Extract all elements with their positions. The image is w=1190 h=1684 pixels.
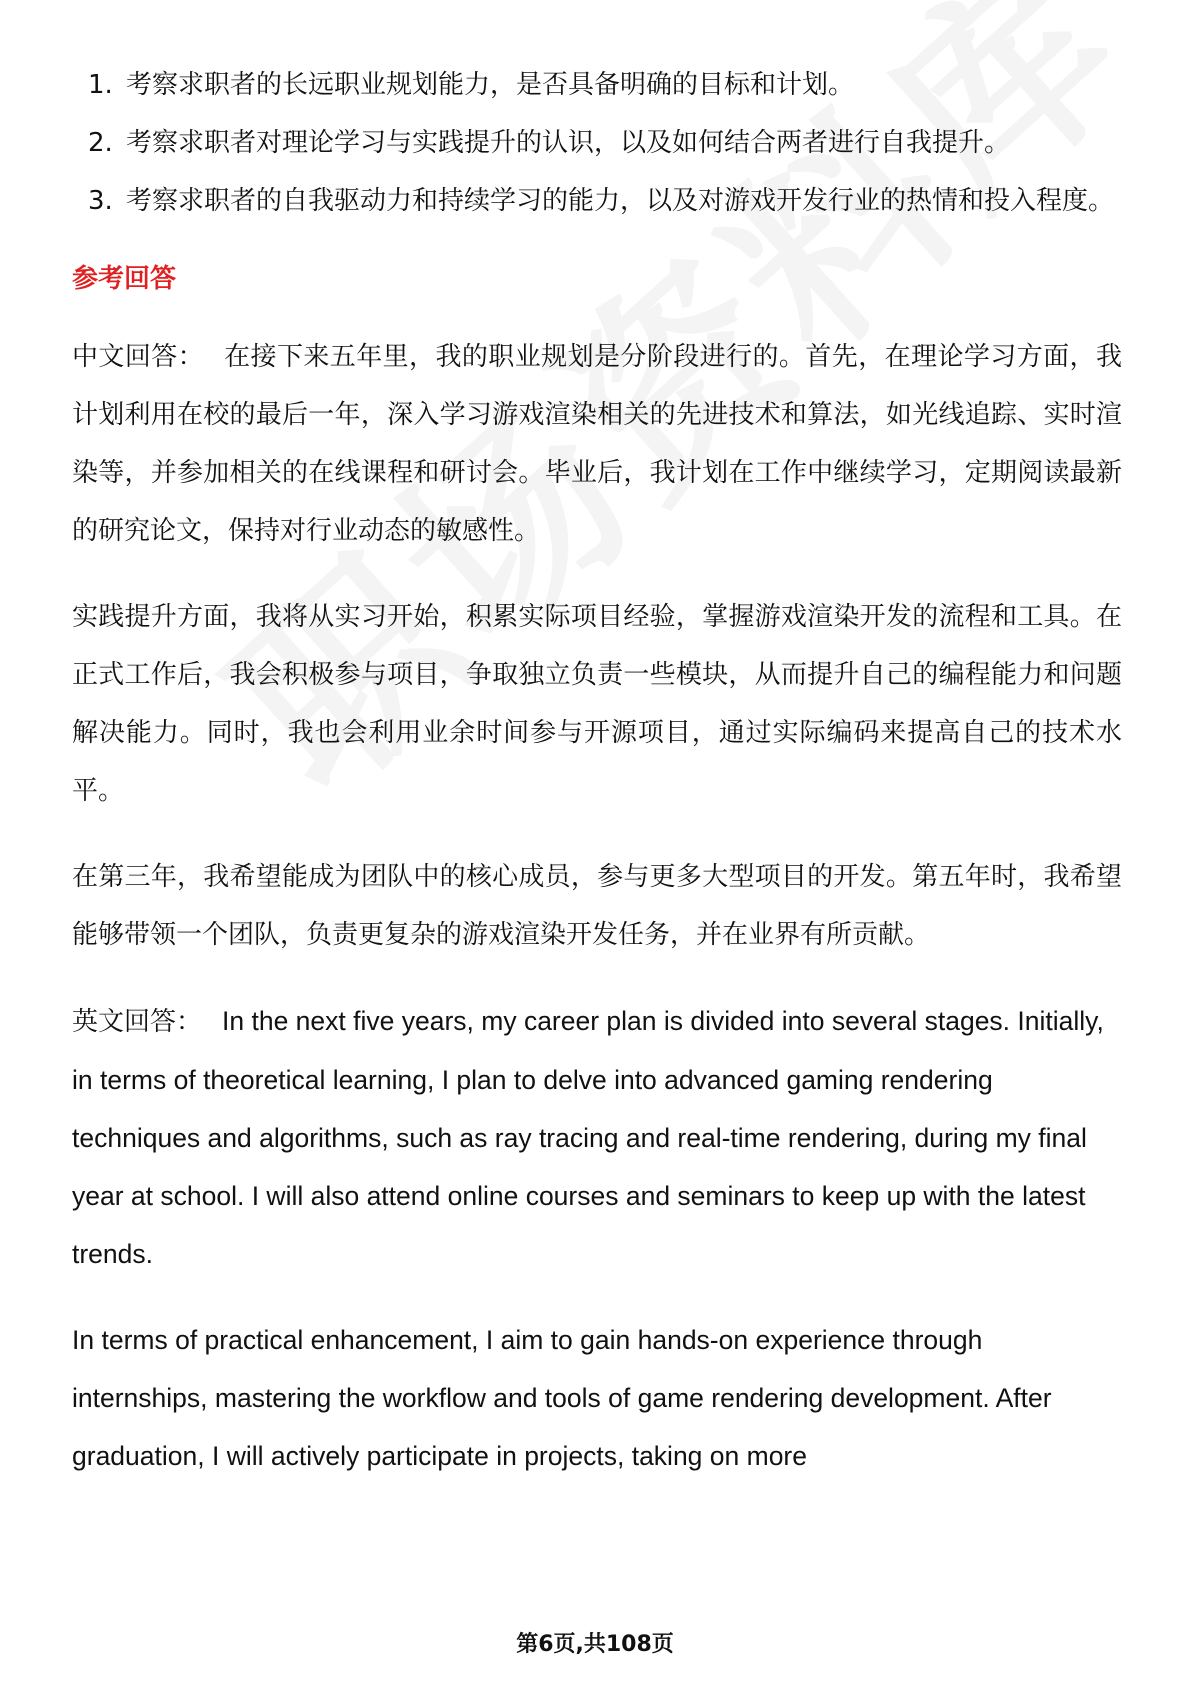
question-text: 考察求职者对理论学习与实践提升的认识，以及如何结合两者进行自我提升。 [126, 128, 1011, 158]
en-answer-paragraph [72, 1311, 1122, 1485]
cn-answer-paragraph [72, 848, 1122, 964]
question-number: 1. [88, 70, 113, 100]
question-list [72, 56, 1122, 230]
page-content [72, 56, 1122, 1513]
en-answer-prefix: 英文回答： [72, 1007, 203, 1037]
section-title: 参考回答 [72, 264, 177, 294]
en-answer-paragraph [72, 992, 1122, 1283]
paragraph-text: In terms of practical enhancement, I aim to gain hands-on experience through internships, mastering the workflow and tools of game rendering development. After graduation, I will actively participate in projects, taking on more [72, 1325, 1052, 1471]
page-footer: 第6页,共108页 [516, 1632, 674, 1657]
question-number: 2. [88, 128, 113, 158]
paragraph-text: In the next five years, my career plan is divided into several stages. Initially, in terms of theoretical learning, I plan to delve into advanced gaming rendering techniques and algorithms, such as ray tracing and real-time rendering, during my final year at school. I will also attend online courses and seminars to keep up with the latest trends. [72, 1006, 1104, 1269]
cn-answer-prefix: 中文回答： [72, 342, 205, 372]
cn-answer-paragraph [72, 588, 1122, 820]
paragraph-text: 在第三年，我希望能成为团队中的核心成员，参与更多大型项目的开发。第五年时，我希望能够带领一个团队，负责更复杂的游戏渲染开发任务，并在业界有所贡献。 [72, 862, 1122, 950]
question-item [72, 172, 1122, 230]
question-item [72, 56, 1122, 114]
question-number: 3. [88, 186, 113, 216]
question-text: 考察求职者的自我驱动力和持续学习的能力，以及对游戏开发行业的热情和投入程度。 [126, 186, 1115, 216]
cn-answer-paragraph [72, 328, 1122, 560]
paragraph-text: 在接下来五年里，我的职业规划是分阶段进行的。首先，在理论学习方面，我计划利用在校的最后一年，深入学习游戏渲染相关的先进技术和算法，如光线追踪、实时渲染等，并参加相关的在线课程和研讨会。毕业后，我计划在工作中继续学习，定期阅读最新的研究论文，保持对行业动态的敏感性。 [72, 342, 1122, 546]
question-item [72, 114, 1122, 172]
paragraph-text: 实践提升方面，我将从实习开始，积累实际项目经验，掌握游戏渲染开发的流程和工具。在正式工作后，我会积极参与项目，争取独立负责一些模块，从而提升自己的编程能力和问题解决能力。同时，我也会利用业余时间参与开源项目，通过实际编码来提高自己的技术水平。 [72, 602, 1122, 806]
question-text: 考察求职者的长远职业规划能力，是否具备明确的目标和计划。 [126, 70, 855, 100]
